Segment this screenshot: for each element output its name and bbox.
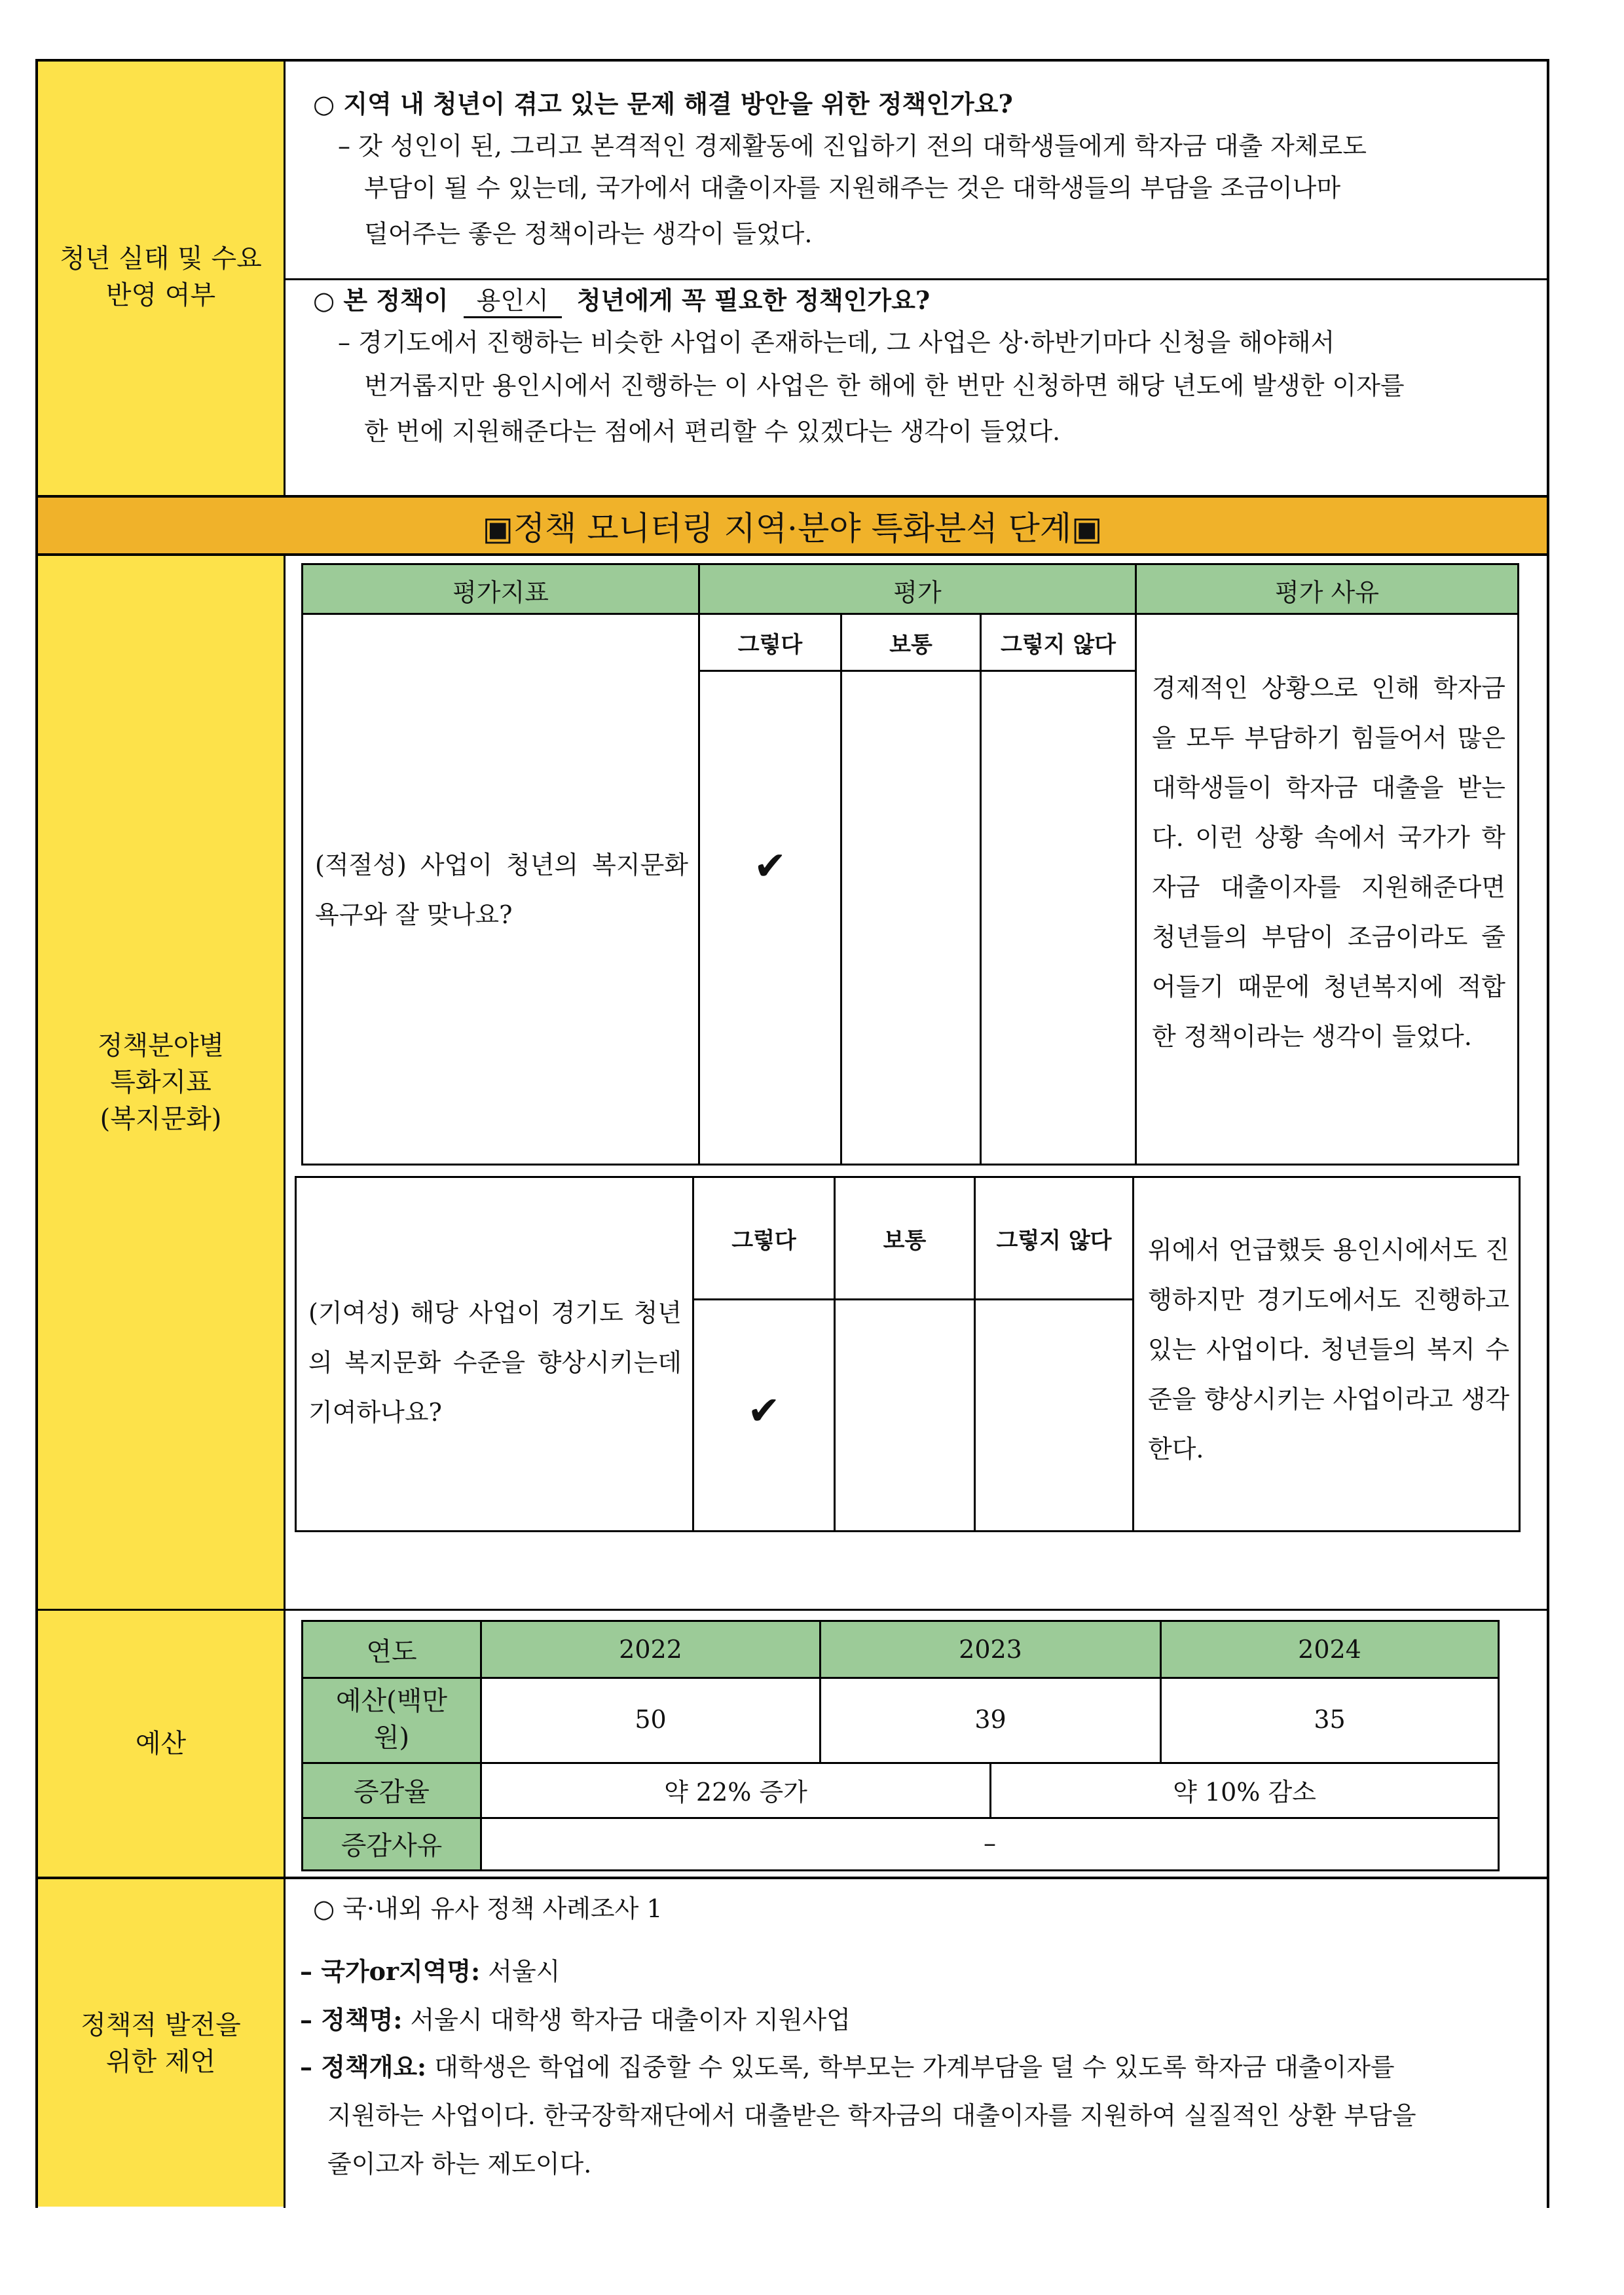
eval-table-2 (295, 1176, 1521, 1532)
answer-2-line-2: 번거롭지만 용인시에서 진행하는 이 사업은 한 해에 한 번만 신청하면 해당 년도에 발생한 이자를 (364, 371, 1405, 400)
proposal-name (300, 2000, 851, 2040)
proposal-heading: ○ 국·내외 유사 정책 사례조사 1 (313, 1894, 663, 1923)
t2-reason: 위에서 언급했듯 용인시에서도 진행하지만 경기도에서도 진행하고 있는 사업이다. 청년들의 복지 수준을 향상시키는 사업이라고 생각한다. (1148, 1236, 1509, 1463)
t1-reason: 경제적인 상황으로 인해 학자금을 모두 부담하기 힘들어서 많은 대학생들이 학자금 대출을 받는다. 이런 상황 속에서 국가가 학자금 대출이자를 지원해준다면 청년들의 부담이 조금이라도 줄어들기 때문에 청년복지에 적합한 정책이라는 생각이 들었다. (1152, 674, 1505, 1051)
proposal-country-value: 서울시 (480, 1957, 561, 1986)
budget-reason-label: 증감사유 (341, 1830, 443, 1861)
t1-option-neutral: 보통 (889, 631, 932, 658)
header-rating: 평가 (893, 578, 942, 607)
t2-option-neutral: 보통 (883, 1227, 927, 1254)
row-label-proposal: 정책적 발전을 위한 제언 (81, 2010, 241, 2077)
question-2-suffix: 청년에게 꼭 필요한 정책인가요? (576, 285, 931, 315)
t1-col-div-3 (980, 615, 982, 1164)
budget-year-label: 연도 (366, 1636, 417, 1667)
question-1: ○ 지역 내 청년이 겪고 있는 문제 해결 방안을 위한 정책인가요? (313, 89, 1013, 119)
label-divider (284, 59, 286, 496)
proposal-summary-line-3: 줄이고자 하는 제도이다. (327, 2150, 592, 2178)
t2-option-yes: 그렇다 (731, 1227, 796, 1254)
budget-table (301, 1620, 1500, 1871)
proposal-country (300, 1951, 560, 1992)
frame-right (1547, 59, 1549, 2208)
budget-reason-value: – (984, 1829, 996, 1858)
t1-col-div-2 (840, 615, 842, 1164)
proposal-name-label: – 정책명: (300, 2005, 403, 2034)
budget-amount-2022: 50 (635, 1705, 667, 1734)
t2-option-divider (692, 1298, 1134, 1300)
budget-change-2: 약 10% 감소 (1173, 1777, 1316, 1807)
budget-year-2023: 2023 (959, 1635, 1022, 1664)
answer-2-line-1: – 경기도에서 진행하는 비슷한 사업이 존재하는데, 그 사업은 상·하반기마다 신청을 해야해서 (338, 328, 1335, 357)
proposal-summary-line-1 (300, 2047, 1395, 2087)
row-label-field-indicator: 정책분야별 특화지표 (복지문화) (97, 1031, 225, 1134)
row-label-budget: 예산 (135, 1729, 187, 1759)
proposal-summary-label: – 정책개요: (300, 2052, 427, 2082)
question-2 (313, 280, 930, 318)
budget-amount-2024: 35 (1314, 1705, 1346, 1734)
section-banner: ▣정책 모니터링 지역·분야 특화분석 단계▣ (482, 509, 1103, 547)
budget-amount-2023: 39 (974, 1705, 1006, 1734)
t1-option-no: 그렇지 않다 (1000, 631, 1116, 658)
t1-option-divider (698, 670, 1137, 672)
answer-2-line-3: 한 번에 지원해준다는 점에서 편리할 수 있겠다는 생각이 들었다. (364, 417, 1061, 446)
t1-option-yes: 그렇다 (737, 631, 803, 658)
t2-check-mark-icon: ✔ (747, 1388, 781, 1434)
header-reason: 평가 사유 (1275, 578, 1379, 607)
budget-change-1: 약 22% 증가 (664, 1777, 807, 1807)
t1-question: (적절성) 사업이 청년의 복지문화 욕구와 잘 맞나요? (315, 851, 688, 929)
t2-col-div-4 (1132, 1178, 1134, 1530)
header-indicator: 평가지표 (452, 578, 549, 607)
budget-amount-label: 예산(백만 원) (335, 1686, 448, 1753)
answer-1-line-2: 부담이 될 수 있는데, 국가에서 대출이자를 지원해주는 것은 대학생들의 부담을 조금이나마 (364, 174, 1341, 202)
t2-option-no: 그렇지 않다 (996, 1227, 1112, 1254)
budget-year-2022: 2022 (619, 1635, 682, 1664)
question-2-city: 용인시 (464, 280, 562, 318)
row-label-youth-demand: 청년 실태 및 수요 반영 여부 (60, 244, 262, 310)
answer-1-line-3: 덜어주는 좋은 정책이라는 생각이 들었다. (364, 219, 813, 248)
question-2-prefix: ○ 본 정책이 (313, 285, 449, 315)
answer-1-line-1: – 갓 성인이 된, 그리고 본격적인 경제활동에 진입하기 전의 대학생들에게 학자금 대출 자체로도 (338, 132, 1367, 160)
budget-change-label: 증감율 (354, 1776, 430, 1807)
label-divider-2 (284, 554, 286, 2208)
budget-year-2024: 2024 (1298, 1635, 1361, 1664)
proposal-country-label: – 국가or지역명: (300, 1956, 481, 1986)
t1-check-mark-icon: ✔ (753, 843, 787, 889)
proposal-name-value: 서울시 대학생 학자금 대출이자 지원사업 (402, 2006, 851, 2034)
t2-question: (기여성) 해당 사업이 경기도 청년의 복지문화 수준을 향상시키는데 기여하나요? (308, 1298, 682, 1427)
proposal-summary-text-1: 대학생은 학업에 집중할 수 있도록, 학부모는 가계부담을 덜 수 있도록 학자금 대출이자를 (426, 2053, 1395, 2082)
t1-col-div-4 (1135, 565, 1137, 1164)
proposal-summary-line-2: 지원하는 사업이다. 한국장학재단에서 대출받은 학자금의 대출이자를 지원하여 실질적인 상환 부담을 (327, 2101, 1416, 2130)
eval-table-1 (301, 563, 1519, 1166)
